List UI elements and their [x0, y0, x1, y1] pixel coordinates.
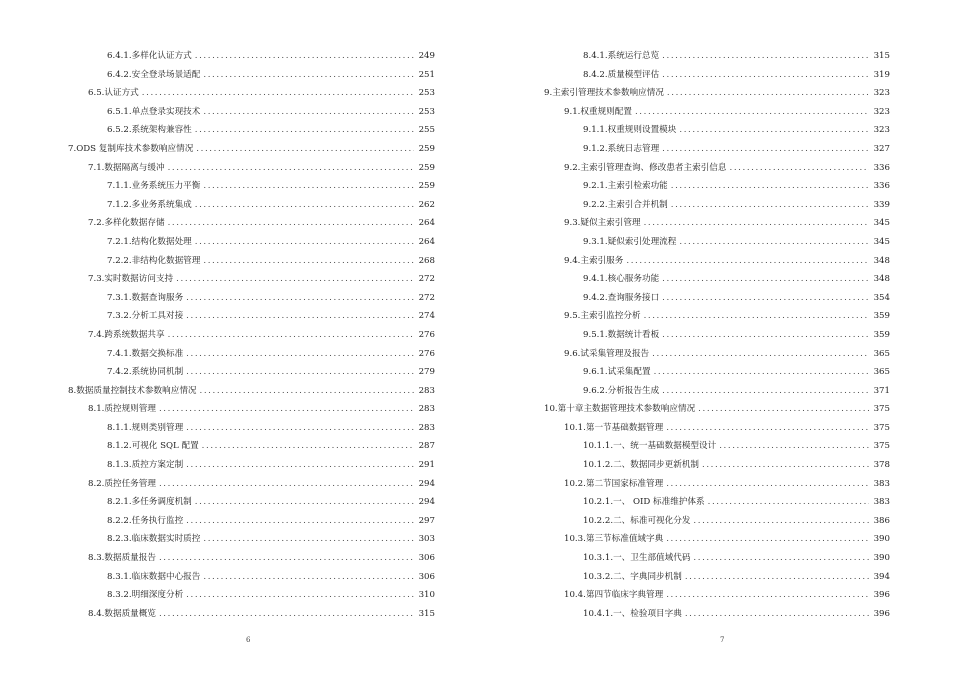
toc-entry[interactable]: [68, 233, 435, 252]
toc-entry[interactable]: [544, 66, 890, 85]
page-number-right: 7: [720, 636, 725, 644]
toc-entry-page: 272: [418, 292, 435, 303]
toc-entry-page: 268: [418, 255, 435, 266]
toc-entry[interactable]: [68, 568, 435, 587]
toc-leader-dots: [196, 140, 414, 159]
toc-entry[interactable]: [544, 419, 890, 438]
toc-entry-title: 7.1.数据隔离与缓冲: [88, 162, 165, 173]
toc-entry-title: 8.4.1.系统运行总览: [583, 51, 660, 61]
right-page: [480, 0, 960, 682]
toc-entry-title: 8.3.2.明细深度分析: [107, 590, 184, 601]
toc-entry-title: 9.4.2.查询服务接口: [583, 292, 660, 303]
toc-entry[interactable]: [544, 549, 890, 568]
toc-leader-dots: [671, 196, 869, 215]
toc-entry[interactable]: [68, 289, 435, 308]
toc-entry[interactable]: [68, 196, 435, 215]
toc-entry-title: 9.5.主索引监控分析: [564, 311, 641, 322]
toc-entry-title: 8.数据质量控制技术参数响应情况: [68, 385, 197, 396]
toc-entry-page: 339: [873, 199, 890, 210]
toc-entry[interactable]: [544, 530, 890, 549]
toc-entry-title: 7.1.2.多业务系统集成: [107, 199, 192, 210]
toc-entry-page: 336: [873, 162, 890, 173]
toc-entry[interactable]: [68, 456, 435, 475]
toc-entry[interactable]: [544, 289, 890, 308]
toc-entry-page: 371: [873, 385, 890, 396]
toc-entry[interactable]: [544, 47, 890, 66]
toc-entry-title: 7.2.2.非结构化数据管理: [107, 255, 201, 266]
toc-entry-page: 310: [418, 590, 435, 601]
toc-leader-dots: [693, 512, 869, 531]
toc-entry[interactable]: [544, 177, 890, 196]
toc-entry-title: 10.2.1.一、 OID 标准维护体系: [583, 497, 705, 508]
toc-entry-title: 10.4.1.一、检验项目字典: [583, 608, 682, 619]
toc-entry-page: 315: [418, 608, 435, 619]
toc-entry[interactable]: [68, 121, 435, 140]
toc-entry-title: 7.2.1.结构化数据处理: [107, 236, 192, 247]
toc-entry-title: 9.主索引管理技术参数响应情况: [544, 88, 664, 99]
toc-leader-dots: [203, 530, 414, 549]
toc-entry-title: 10.1.第一节基础数据管理: [564, 422, 664, 433]
toc-leader-dots: [626, 252, 869, 271]
toc-leader-dots: [719, 437, 869, 456]
toc-entry-title: 10.3.2.二、字典同步机制: [583, 571, 682, 582]
toc-entry-title: 8.2.3.临床数据实时质控: [107, 534, 201, 545]
toc-entry-title: 9.6.2.分析报告生成: [583, 385, 660, 396]
toc-entry-title: 10.2.2.二、标准可视化分发: [583, 515, 691, 526]
toc-entry[interactable]: [68, 419, 435, 438]
toc-entry[interactable]: [68, 475, 435, 494]
toc-entry-page: 274: [418, 311, 435, 322]
toc-entry[interactable]: [68, 549, 435, 568]
toc-entry-title: 10.1.2.二、数据同步更新机制: [583, 460, 700, 471]
toc-leader-dots: [702, 456, 869, 475]
toc-entry[interactable]: [544, 252, 890, 271]
toc-entry[interactable]: [68, 66, 435, 85]
toc-leader-dots: [203, 252, 414, 271]
toc-leader-dots: [168, 214, 414, 233]
toc-leader-dots: [186, 586, 414, 605]
toc-entry-title: 9.5.1.数据统计看板: [583, 329, 660, 340]
toc-entry-title: 6.4.2.安全登录场景适配: [107, 69, 201, 80]
toc-entry-page: 390: [873, 553, 890, 564]
toc-entry-title: 9.6.试采集管理及报告: [564, 348, 650, 359]
toc-entry-title: 7.4.跨系统数据共享: [88, 329, 165, 340]
toc-leader-dots: [679, 121, 869, 140]
toc-entry-title: 10.2.第二节国家标准管理: [564, 478, 664, 489]
toc-entry-page: 359: [873, 329, 890, 340]
toc-entry[interactable]: [544, 159, 890, 178]
toc-entry-page: 394: [873, 571, 890, 582]
toc-entry-title: 6.5.1.单点登录实现技术: [107, 106, 201, 117]
toc-entry[interactable]: [68, 214, 435, 233]
toc-leader-dots: [203, 568, 414, 587]
toc-entry-page: 375: [873, 441, 890, 452]
toc-entry-page: 283: [418, 422, 435, 433]
toc-entry-title: 9.4.1.核心服务功能: [583, 274, 660, 285]
toc-leader-dots: [693, 549, 869, 568]
toc-entry-page: 345: [873, 218, 890, 229]
toc-entry[interactable]: [544, 568, 890, 587]
toc-entry[interactable]: [68, 307, 435, 326]
toc-leader-dots: [662, 140, 869, 159]
toc-entry-page: 336: [873, 181, 890, 192]
toc-leader-dots: [666, 586, 869, 605]
toc-list-left: [68, 47, 435, 623]
toc-entry-title: 9.2.主索引管理查询、修改患者主索引信息: [564, 162, 727, 173]
toc-entry[interactable]: [544, 605, 890, 624]
toc-entry[interactable]: [544, 196, 890, 215]
toc-entry-page: 276: [418, 348, 435, 359]
toc-leader-dots: [195, 47, 414, 66]
toc-leader-dots: [142, 84, 414, 103]
toc-entry[interactable]: [68, 326, 435, 345]
toc-leader-dots: [202, 437, 414, 456]
toc-entry-page: 348: [873, 274, 890, 285]
toc-entry[interactable]: [544, 140, 890, 159]
toc-entry-title: 7.ODS 复制库技术参数响应情况: [68, 143, 194, 154]
toc-entry[interactable]: [544, 103, 890, 122]
toc-leader-dots: [168, 159, 414, 178]
toc-entry-page: 354: [873, 292, 890, 303]
toc-leader-dots: [186, 345, 414, 364]
toc-entry[interactable]: [544, 382, 890, 401]
toc-entry-page: 259: [418, 181, 435, 192]
toc-leader-dots: [195, 121, 414, 140]
toc-leader-dots: [679, 233, 869, 252]
toc-entry[interactable]: [544, 437, 890, 456]
toc-leader-dots: [186, 419, 414, 438]
toc-entry-page: 294: [418, 497, 435, 508]
toc-leader-dots: [203, 177, 414, 196]
toc-entry-page: 323: [873, 88, 890, 99]
toc-entry-title: 9.1.1.权重规则设置模块: [583, 125, 677, 136]
toc-entry-title: 8.1.3.质控方案定制: [107, 460, 184, 471]
toc-entry[interactable]: [544, 326, 890, 345]
toc-entry-title: 10.第十章主数据管理技术参数响应情况: [544, 404, 696, 415]
toc-entry-title: 8.4.数据质量概览: [88, 608, 156, 619]
toc-entry[interactable]: [68, 493, 435, 512]
toc-leader-dots: [159, 605, 414, 624]
toc-entry-page: 375: [873, 404, 890, 415]
toc-entry-page: 297: [418, 515, 435, 526]
toc-entry-title: 6.5.认证方式: [88, 88, 139, 99]
toc-entry-page: 383: [873, 497, 890, 508]
toc-entry[interactable]: [544, 270, 890, 289]
toc-entry-title: 8.1.2.可视化 SQL 配置: [107, 441, 199, 452]
page-number-left: 6: [246, 636, 251, 644]
toc-entry-title: 9.2.1.主索引检索功能: [583, 181, 668, 192]
toc-entry-page: 390: [873, 534, 890, 545]
toc-leader-dots: [159, 400, 414, 419]
toc-entry-title: 8.3.1.临床数据中心报告: [107, 571, 201, 582]
toc-entry[interactable]: [544, 121, 890, 140]
toc-entry-page: 319: [873, 69, 890, 80]
toc-leader-dots: [186, 363, 414, 382]
toc-leader-dots: [662, 326, 869, 345]
toc-entry-title: 7.3.实时数据访问支持: [88, 274, 174, 285]
toc-leader-dots: [662, 270, 869, 289]
toc-entry-page: 396: [873, 608, 890, 619]
toc-leader-dots: [671, 177, 869, 196]
toc-entry[interactable]: [68, 530, 435, 549]
toc-entry[interactable]: [68, 252, 435, 271]
toc-leader-dots: [662, 289, 869, 308]
toc-entry-page: 264: [418, 236, 435, 247]
toc-entry[interactable]: [68, 400, 435, 419]
toc-entry-page: 283: [418, 385, 435, 396]
toc-entry-page: 375: [873, 422, 890, 433]
toc-entry-title: 9.3.1.疑似索引处理流程: [583, 236, 677, 247]
toc-entry-page: 306: [418, 553, 435, 564]
toc-leader-dots: [159, 549, 414, 568]
toc-entry-page: 396: [873, 590, 890, 601]
toc-entry-page: 259: [418, 143, 435, 154]
toc-entry-page: 348: [873, 255, 890, 266]
toc-leader-dots: [685, 605, 869, 624]
toc-leader-dots: [654, 363, 869, 382]
toc-leader-dots: [635, 103, 869, 122]
toc-entry-title: 10.3.第三节标准值域字典: [564, 534, 664, 545]
toc-entry[interactable]: [68, 586, 435, 605]
toc-list-right: [544, 47, 890, 623]
toc-entry-title: 10.4.第四节临床字典管理: [564, 590, 664, 601]
toc-entry[interactable]: [544, 84, 890, 103]
toc-entry-title: 6.4.1.多样化认证方式: [107, 51, 192, 61]
toc-leader-dots: [195, 493, 414, 512]
toc-entry-page: 323: [873, 106, 890, 117]
toc-leader-dots: [730, 159, 870, 178]
toc-entry[interactable]: [68, 159, 435, 178]
toc-leader-dots: [186, 307, 414, 326]
toc-leader-dots: [667, 84, 869, 103]
toc-entry-title: 8.3.数据质量报告: [88, 553, 156, 564]
toc-entry[interactable]: [68, 345, 435, 364]
toc-entry-title: 8.2.1.多任务调度机制: [107, 497, 192, 508]
toc-leader-dots: [666, 475, 869, 494]
toc-leader-dots: [195, 196, 414, 215]
toc-entry[interactable]: [544, 214, 890, 233]
toc-entry-page: 327: [873, 143, 890, 154]
toc-leader-dots: [159, 475, 414, 494]
toc-entry-page: 294: [418, 478, 435, 489]
toc-entry-page: 253: [418, 106, 435, 117]
toc-entry-title: 10.1.1.一、统一基础数据模型设计: [583, 441, 717, 452]
toc-entry-title: 9.4.主索引服务: [564, 255, 624, 266]
toc-leader-dots: [203, 66, 414, 85]
toc-entry-title: 9.1.权重规则配置: [564, 106, 632, 117]
toc-entry[interactable]: [68, 140, 435, 159]
toc-entry[interactable]: [544, 233, 890, 252]
toc-entry-page: 365: [873, 348, 890, 359]
toc-entry-title: 10.3.1.一、卫生部值域代码: [583, 553, 691, 564]
toc-leader-dots: [203, 103, 414, 122]
toc-entry-title: 8.4.2.质量模型评估: [583, 69, 660, 80]
toc-entry-page: 287: [418, 441, 435, 452]
toc-leader-dots: [176, 270, 414, 289]
toc-entry[interactable]: [544, 345, 890, 364]
toc-entry[interactable]: [544, 400, 890, 419]
toc-entry-title: 8.1.质控规则管理: [88, 404, 156, 415]
toc-leader-dots: [662, 66, 869, 85]
toc-entry-page: 272: [418, 274, 435, 285]
toc-entry[interactable]: [68, 177, 435, 196]
toc-entry-page: 386: [873, 515, 890, 526]
toc-entry-page: 315: [873, 51, 890, 61]
toc-entry-page: 253: [418, 88, 435, 99]
toc-leader-dots: [195, 233, 414, 252]
toc-leader-dots: [698, 400, 869, 419]
toc-entry[interactable]: [544, 493, 890, 512]
toc-entry-page: 306: [418, 571, 435, 582]
toc-entry-title: 9.6.1.试采集配置: [583, 367, 651, 378]
toc-entry-page: 323: [873, 125, 890, 136]
toc-entry-page: 303: [418, 534, 435, 545]
toc-entry[interactable]: [68, 84, 435, 103]
toc-entry-page: 251: [418, 69, 435, 80]
toc-leader-dots: [186, 289, 414, 308]
toc-leader-dots: [652, 345, 869, 364]
toc-leader-dots: [666, 419, 869, 438]
toc-entry[interactable]: [68, 103, 435, 122]
toc-leader-dots: [644, 214, 869, 233]
toc-entry[interactable]: [68, 47, 435, 66]
toc-entry-page: 359: [873, 311, 890, 322]
toc-entry-page: 262: [418, 199, 435, 210]
toc-entry-page: 378: [873, 460, 890, 471]
toc-entry[interactable]: [68, 437, 435, 456]
toc-leader-dots: [708, 493, 869, 512]
toc-leader-dots: [168, 326, 414, 345]
toc-entry-page: 365: [873, 367, 890, 378]
toc-entry[interactable]: [68, 382, 435, 401]
toc-entry-title: 7.2.多样化数据存储: [88, 218, 165, 229]
toc-leader-dots: [662, 47, 869, 66]
toc-leader-dots: [186, 512, 414, 531]
toc-entry-page: 255: [418, 125, 435, 136]
toc-entry-page: 259: [418, 162, 435, 173]
toc-leader-dots: [685, 568, 869, 587]
toc-entry-page: 383: [873, 478, 890, 489]
toc-entry-title: 7.4.1.数据交换标准: [107, 348, 184, 359]
toc-entry-title: 9.2.2.主索引合并机制: [583, 199, 668, 210]
toc-entry-page: 283: [418, 404, 435, 415]
toc-entry-title: 7.4.2.系统协同机制: [107, 367, 184, 378]
toc-entry[interactable]: [68, 512, 435, 531]
toc-entry[interactable]: [544, 456, 890, 475]
toc-entry[interactable]: [544, 475, 890, 494]
toc-entry-title: 6.5.2.系统架构兼容性: [107, 125, 192, 136]
toc-entry-title: 7.1.1.业务系统压力平衡: [107, 181, 201, 192]
toc-entry[interactable]: [68, 605, 435, 624]
toc-entry[interactable]: [68, 363, 435, 382]
toc-leader-dots: [666, 530, 869, 549]
toc-entry[interactable]: [544, 586, 890, 605]
toc-entry[interactable]: [544, 512, 890, 531]
toc-leader-dots: [186, 456, 414, 475]
toc-entry-title: 7.3.1.数据查询服务: [107, 292, 184, 303]
toc-leader-dots: [662, 382, 869, 401]
toc-entry-page: 291: [418, 460, 435, 471]
toc-entry[interactable]: [544, 363, 890, 382]
toc-entry[interactable]: [544, 307, 890, 326]
toc-leader-dots: [644, 307, 869, 326]
toc-entry-title: 7.3.2.分析工具对接: [107, 311, 184, 322]
toc-entry-page: 279: [418, 367, 435, 378]
toc-entry-page: 249: [418, 51, 435, 61]
toc-entry-page: 345: [873, 236, 890, 247]
toc-entry-title: 8.1.1.规则类别管理: [107, 422, 184, 433]
toc-leader-dots: [200, 382, 414, 401]
toc-entry[interactable]: [68, 270, 435, 289]
toc-entry-title: 8.2.质控任务管理: [88, 478, 156, 489]
toc-entry-title: 8.2.2.任务执行监控: [107, 515, 184, 526]
toc-entry-title: 9.3.疑似主索引管理: [564, 218, 641, 229]
toc-entry-page: 264: [418, 218, 435, 229]
toc-entry-title: 9.1.2.系统日志管理: [583, 143, 660, 154]
toc-entry-page: 276: [418, 329, 435, 340]
